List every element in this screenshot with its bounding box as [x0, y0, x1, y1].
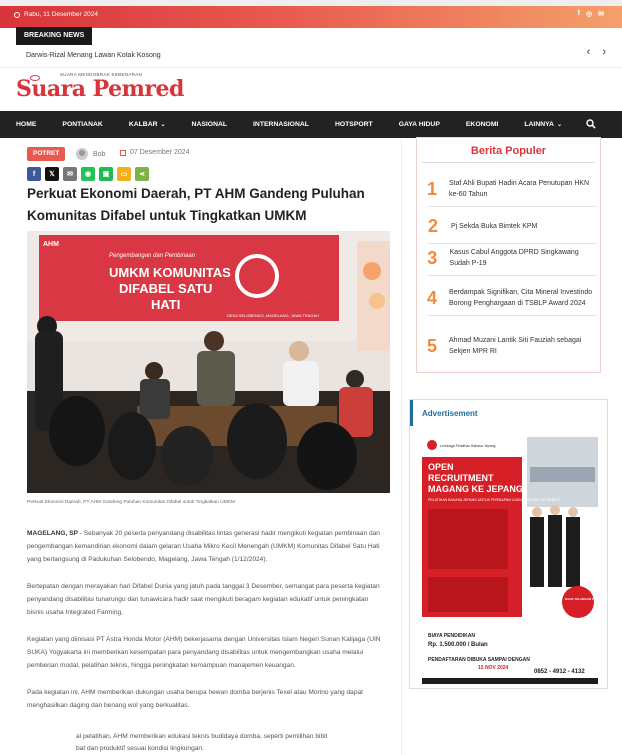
popular-news-widget [416, 137, 601, 373]
ad-org: Lembaga Pelatihan Bahasa Jepang [440, 444, 496, 448]
social-links [578, 10, 604, 18]
email-share-icon[interactable]: ✉ [63, 167, 77, 181]
popular-item[interactable]: 1 Staf Ahli Bupati Hadiri Acara Penutupan HKN ke-60 Tahun [427, 178, 597, 207]
popular-item[interactable]: 5 Ahmad Muzani Lantik Siti Fauziah sebagai Sekjen MPR RI [427, 335, 582, 356]
popular-item[interactable]: 2 Pj Sekda Buka Bimtek KPM [427, 216, 597, 244]
ad-headline-3: MAGANG KE JEPANG [428, 484, 523, 494]
nav-item-lainnya[interactable]: LAINNYA ⌄ [524, 121, 562, 128]
author-name: Bob [93, 150, 106, 158]
svg-text:AHM: AHM [43, 241, 59, 248]
avatar [76, 148, 88, 160]
nav-item-home[interactable]: HOME [16, 121, 37, 128]
ad-cost: Rp. 1.500.000 / Bulan [428, 642, 488, 648]
email-icon[interactable]: ✉ [598, 11, 604, 18]
article-photo [27, 231, 390, 493]
ad-banner[interactable] [422, 437, 608, 684]
ad-headline-1: OPEN [428, 462, 454, 472]
facebook-icon[interactable]: f [577, 10, 581, 17]
nav-item-gaya-hidup[interactable]: GAYA HIDUP [398, 121, 440, 128]
ad-title: Advertisement [422, 409, 478, 418]
paragraph-2: Bertepatan dengan merayakan hari Difabel Dunia yang jatuh pada tanggal 3 Desember, semangat para peserta kegiatan penyandang disabilitas tunarungu dan tunawicara hadir saat mengikuti beragam kegiatan edukatif untuk peningkatan bisnis usaha Integrated Farming. [27, 583, 380, 616]
popular-item[interactable]: 4 Berdampak Signifikan, Cita Mineral Investindo Borong Penghargaan di TSBLP Award 2024 [427, 287, 597, 316]
ad-open-label: PENDAFTARAN DIBUKA SAMPAI DENGAN [428, 657, 530, 663]
paragraph-4: Pada kegiatan ini, AHM memberikan dukungan usaha berupa hewan domba berjenis Texel atau Morino yang dapat menghasilkan daging dan benang wol yang berkualitas. [27, 689, 364, 709]
paragraph-3: Kegiatan yang diinisasi PT Astra Honda Motor (AHM) bekerjasama dengan Universitas Islam Negeri Sunan Kalijaga (UIN SUKA) Yogyakarta ini memberikan kesempatan para penyandang disabilitas untuk mengembangkan usaha melalui pemberian modal, pelatihan teknis, hingga peningkatan kemampuan manajemen keuangan. [27, 636, 381, 669]
nav-item-internasional[interactable]: INTERNASIONAL [253, 121, 309, 128]
main-nav [0, 111, 622, 138]
instagram-icon[interactable]: ◎ [586, 11, 593, 18]
ad-headline-2: RECRUITMENT [428, 473, 494, 483]
nav-item-hotsport[interactable]: HOTSPORT [334, 121, 373, 128]
whatsapp-share-icon[interactable]: ◉ [81, 167, 95, 181]
ad-badge: DANA TALANGAN PHAH KE 1 [565, 597, 608, 601]
publish-date [120, 149, 190, 156]
ad-sub: PELATIHAN BAHASA JEPANG UNTUK PERSIAPAN UJIAN SSW DAN JFT BASIC 2 [428, 498, 561, 502]
paragraph-5-partial: al pelatihan, AHM memberikan edukasi teknis budidaya domba, seperti pemilihan bibit bat dan produktif sesuai kondisi lingkungan. [76, 733, 328, 752]
article-title: Perkuat Ekonomi Daerah, PT AHM Gandeng Puluhan Komunitas Difabel untuk Tingkatkan UMKM [27, 186, 365, 223]
divider [0, 67, 622, 68]
author[interactable] [76, 148, 105, 160]
logo-tagline: SUARA MENDOBRAK KEBENARAN [60, 72, 143, 77]
ad-banner-art [422, 437, 608, 684]
banner-location: DESA SELOBENDO, MAGELANG, JAWA TENGAH [227, 313, 320, 318]
banner-line-1: UMKM KOMUNITAS [109, 265, 231, 280]
ad-deadline: 15 NOV 2024 [478, 665, 509, 671]
line-share-icon[interactable]: ▣ [99, 167, 113, 181]
photo-caption: Perkuat Ekonomi Daerah, PT AHM Gandeng Puluhan Komunitas Difabel untuk Tingkatkan UMKM [27, 500, 235, 505]
share-icon[interactable]: ⋖ [135, 167, 149, 181]
eye-logo-icon [30, 75, 40, 81]
popular-title: Berita Populer [470, 145, 547, 157]
nav-item-ekonomi[interactable]: EKONOMI [465, 121, 499, 128]
banner-line-2: DIFABEL SATU [119, 281, 213, 296]
article-body [27, 527, 383, 726]
chevron-down-icon: ⌄ [160, 122, 166, 128]
nav-item-pontianak[interactable]: PONTIANAK [62, 121, 103, 128]
photo-illustration [27, 231, 390, 493]
chevron-down-icon: ⌄ [556, 122, 562, 128]
breaking-news-label: BREAKING NEWS [16, 27, 92, 45]
date-text: Rabu, 11 Desember 2024 [24, 11, 98, 18]
sms-share-icon[interactable]: ▭ [117, 167, 131, 181]
calendar-icon [120, 150, 126, 156]
x-share-icon[interactable]: 𝕏 [45, 167, 59, 181]
nav-item-nasional[interactable]: NASIONAL [191, 121, 228, 128]
current-date [14, 11, 98, 18]
ad-accent-bar [410, 400, 413, 426]
column-divider [401, 140, 402, 755]
logo-name: Suara Pemred [16, 76, 184, 102]
facebook-share-icon[interactable]: f [27, 167, 41, 181]
dateline: MAGELANG, SP [27, 530, 78, 537]
nav-item-kalbar[interactable]: KALBAR ⌄ [128, 121, 166, 128]
advertisement-widget [409, 399, 608, 689]
top-bar [0, 0, 622, 28]
site-logo[interactable] [16, 72, 184, 101]
ticker-controls [587, 46, 606, 58]
widget-divider [422, 162, 595, 163]
ad-phone: 0852 - 4912 - 4132 [534, 669, 585, 675]
chevron-left-icon[interactable]: ‹ [586, 46, 591, 58]
search-icon[interactable] [586, 119, 596, 129]
popular-item[interactable]: 3 Kasus Cabul Anggota DPRD Singkawang Sudah P-19 [427, 247, 597, 276]
ad-cost-label: BIAYA PENDIDIKAN [428, 633, 475, 639]
publish-date-text: 07 Desember 2024 [130, 149, 190, 156]
clock-icon [14, 12, 20, 18]
breaking-news-headline[interactable]: Darwis-Rizal Menang Lawan Kotak Kosong [26, 52, 161, 59]
banner-line-3: HATI [151, 297, 181, 312]
paragraph-1: MAGELANG, SP - Sebanyak 20 peserta penyandang disabilitas lintas generasi hadir mengikuti kegiatan pembinaan dan pengembangan kemandirian ekonomi dalam gelaran Usaha Mikro Kecil Menengah (UMKM) Komunitas Difabel Satu Hati yang berlangsung di Padukuhan Selobendo, Magelang, Jawa Tengah (1/12/2024). [27, 530, 380, 563]
share-buttons [27, 167, 149, 181]
chevron-right-icon[interactable]: › [602, 46, 606, 58]
category-badge[interactable]: POTRET [27, 147, 65, 161]
banner-subtitle: Pengembangan dan Pembinaan [109, 253, 196, 259]
